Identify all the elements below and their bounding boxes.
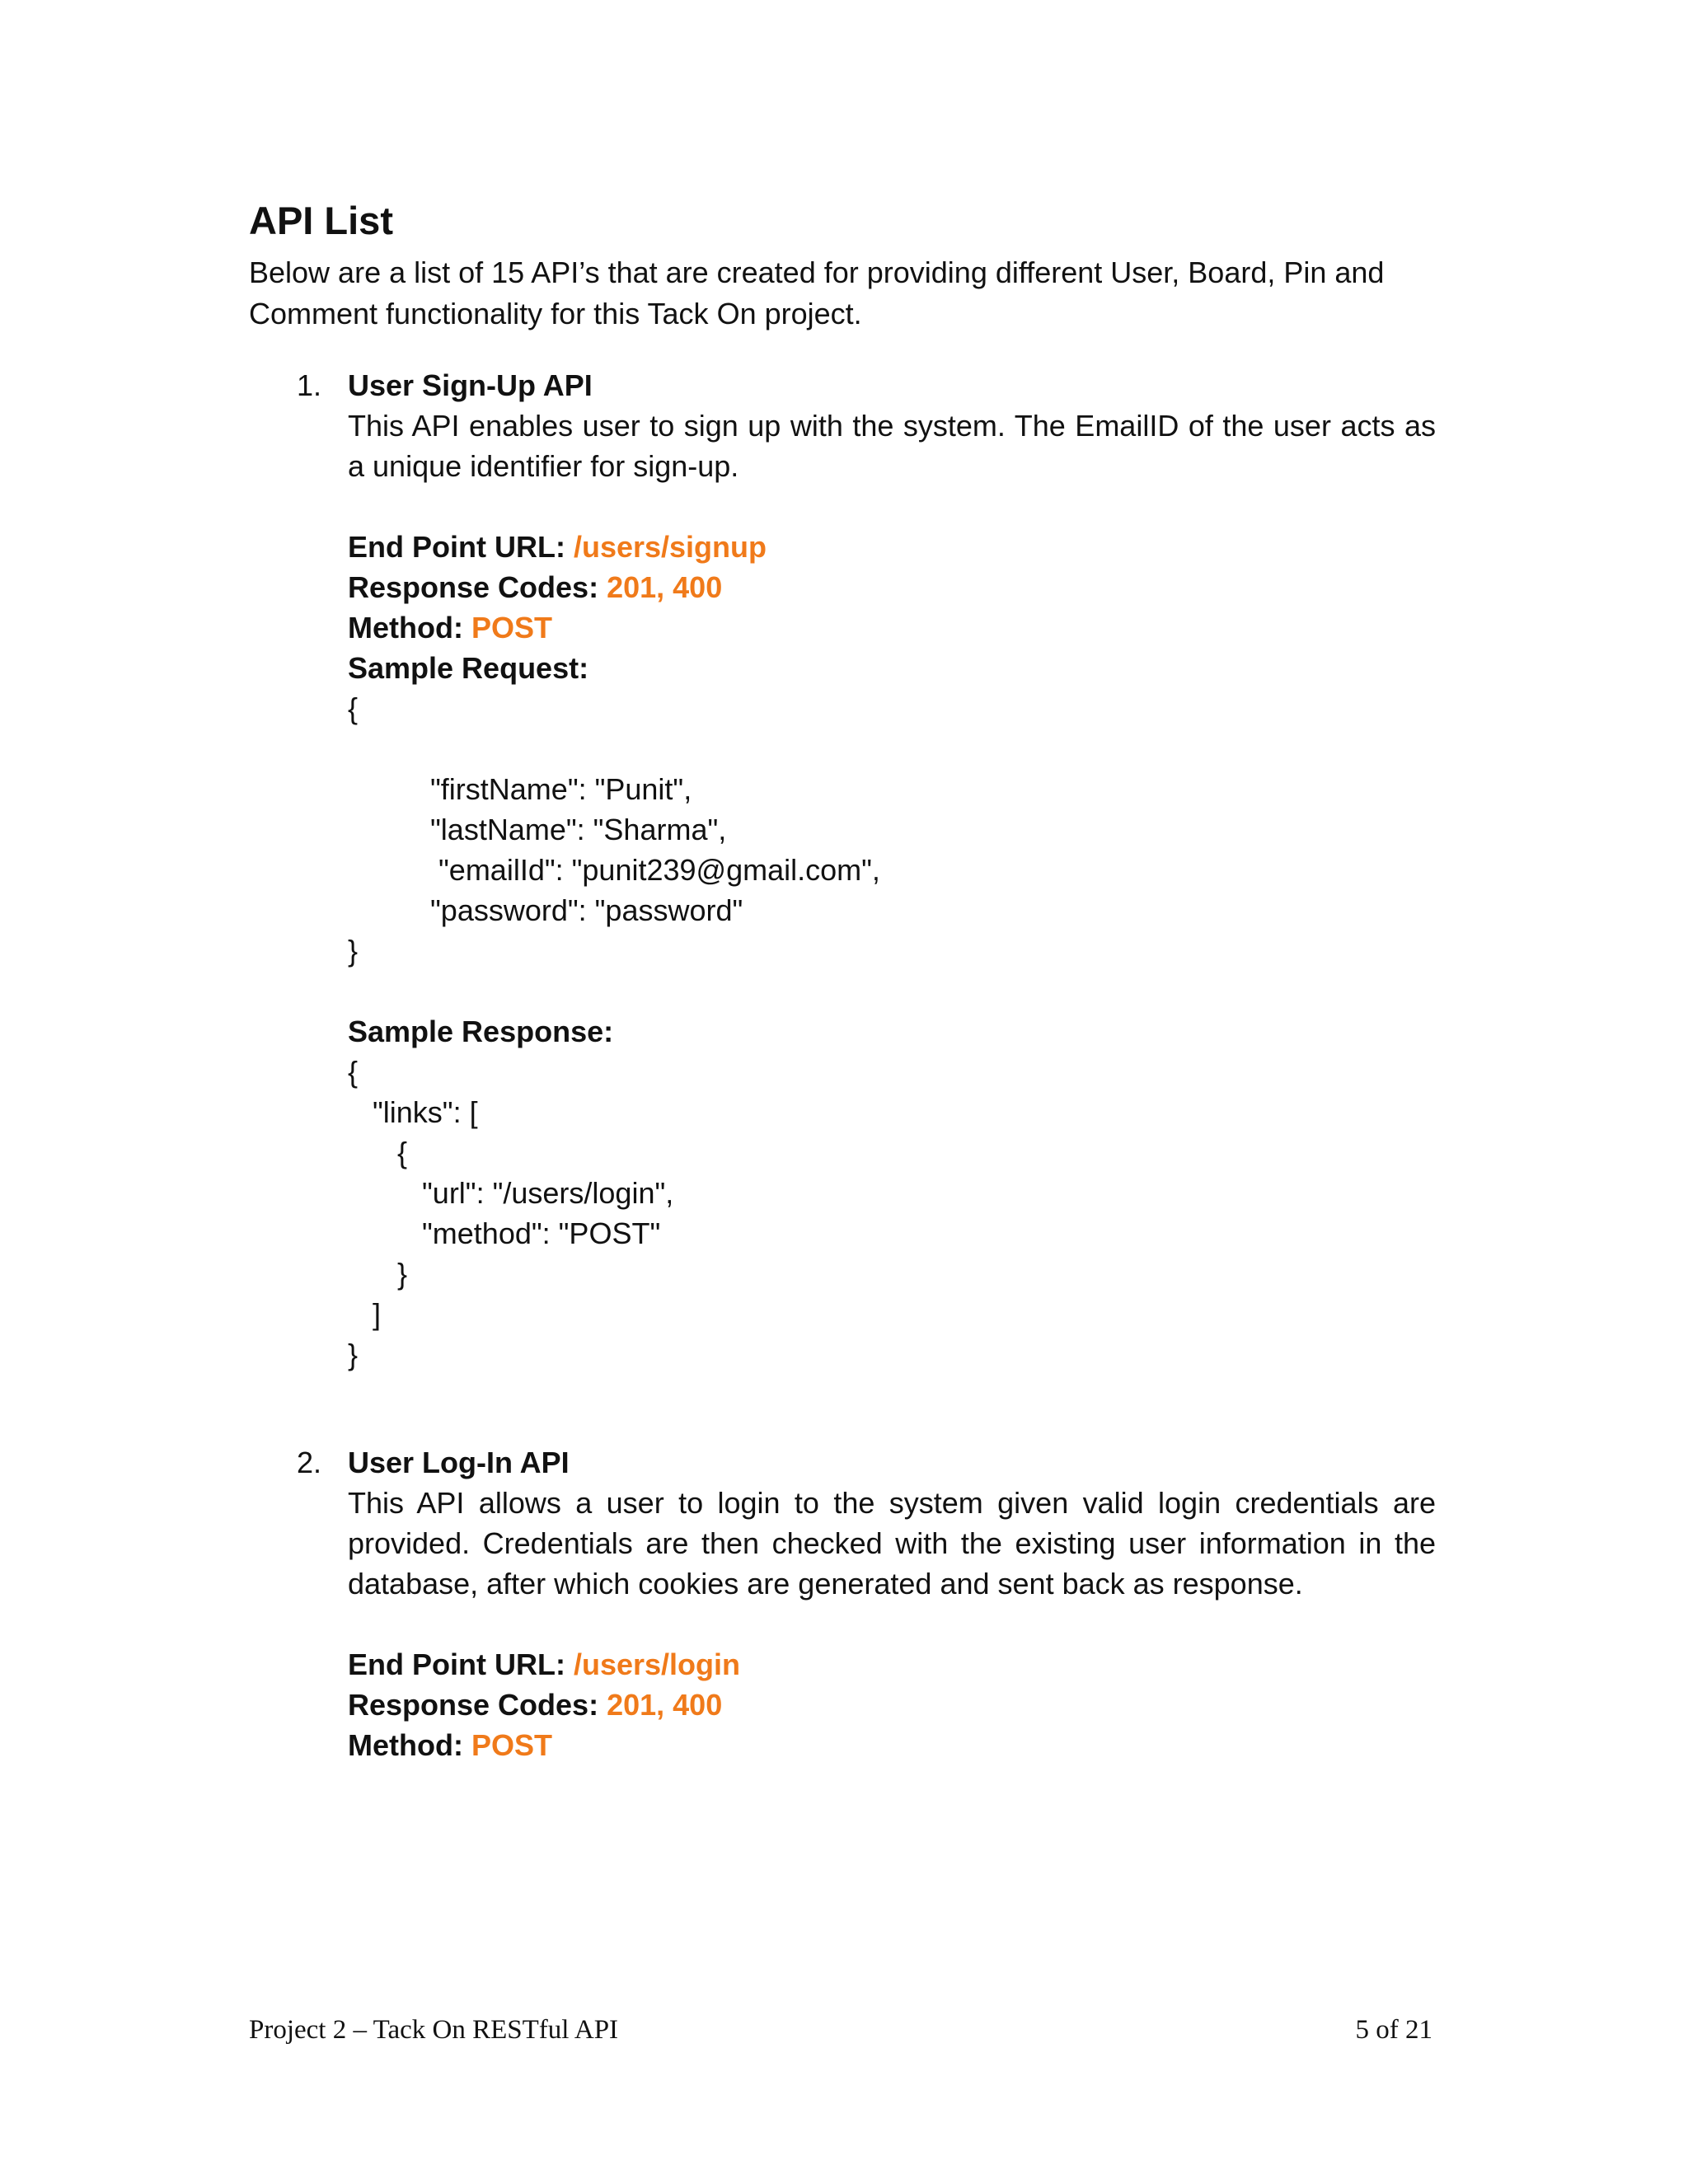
- request-line: [348, 729, 1436, 769]
- api-number: 2.: [297, 1446, 322, 1479]
- method-field: [348, 1725, 1436, 1765]
- endpoint-field: [348, 1644, 1436, 1685]
- api-title: User Log-In API: [348, 1446, 570, 1479]
- response-codes-label: Response Codes:: [348, 570, 607, 604]
- response-line: }: [348, 1338, 359, 1371]
- response-codes-label: Response Codes:: [348, 1688, 607, 1722]
- api-body: [348, 1442, 1436, 1765]
- response-codes-value: 201, 400: [607, 1688, 723, 1722]
- api-description: This API enables user to sign up with the system. The EmailID of the user acts as a unique identifier for sign-up.: [348, 409, 1436, 483]
- request-line: {: [348, 691, 359, 725]
- spacer: [348, 1604, 1436, 1644]
- response-line: "links": [: [348, 1095, 478, 1129]
- api-number: 1.: [297, 368, 322, 402]
- endpoint-value: /users/signup: [573, 530, 767, 564]
- response-line: "url": "/users/login",: [348, 1176, 674, 1210]
- request-line: "lastName": "Sharma",: [348, 813, 727, 846]
- response-line: }: [348, 1257, 408, 1291]
- response-line: {: [348, 1055, 359, 1089]
- response-codes-field: [348, 567, 1436, 607]
- method-field: [348, 607, 1436, 648]
- method-label: Method:: [348, 611, 471, 644]
- spacer: [348, 486, 1436, 527]
- response-codes-field: [348, 1685, 1436, 1725]
- endpoint-label: End Point URL:: [348, 530, 574, 564]
- request-line: }: [348, 934, 359, 968]
- endpoint-field: [348, 527, 1436, 567]
- sample-response-label: Sample Response:: [348, 1015, 614, 1048]
- footer-project-title: Project 2 – Tack On RESTful API: [249, 2015, 619, 2045]
- response-line: "method": "POST": [348, 1216, 661, 1250]
- intro-paragraph: Below are a list of 15 API’s that are created for providing different User, Board, Pin and Comment functionality for this Tack On project.: [249, 255, 1385, 330]
- page-heading: API List: [249, 199, 393, 242]
- response-codes-value: 201, 400: [607, 570, 723, 604]
- api-body: [348, 365, 1436, 1375]
- api-description: This API allows a user to login to the system given valid login credentials are provided. Credentials are then checked with the existing user information in the database, after which cookies are generated and sent back as response.: [348, 1486, 1436, 1601]
- request-line: "emailId": "punit239@gmail.com",: [348, 853, 880, 887]
- spacer: [348, 971, 1436, 1011]
- method-value: POST: [471, 611, 552, 644]
- sample-request-label: Sample Request:: [348, 651, 589, 685]
- method-value: POST: [471, 1728, 552, 1762]
- footer-page-number: 5 of 21: [1355, 2015, 1432, 2045]
- endpoint-value: /users/login: [573, 1647, 741, 1681]
- request-line: "password": "password": [348, 893, 743, 927]
- endpoint-label: End Point URL:: [348, 1647, 574, 1681]
- response-line: ]: [348, 1297, 382, 1331]
- method-label: Method:: [348, 1728, 471, 1762]
- api-title: User Sign-Up API: [348, 368, 593, 402]
- request-line: "firstName": "Punit",: [348, 772, 692, 806]
- response-line: {: [348, 1136, 408, 1169]
